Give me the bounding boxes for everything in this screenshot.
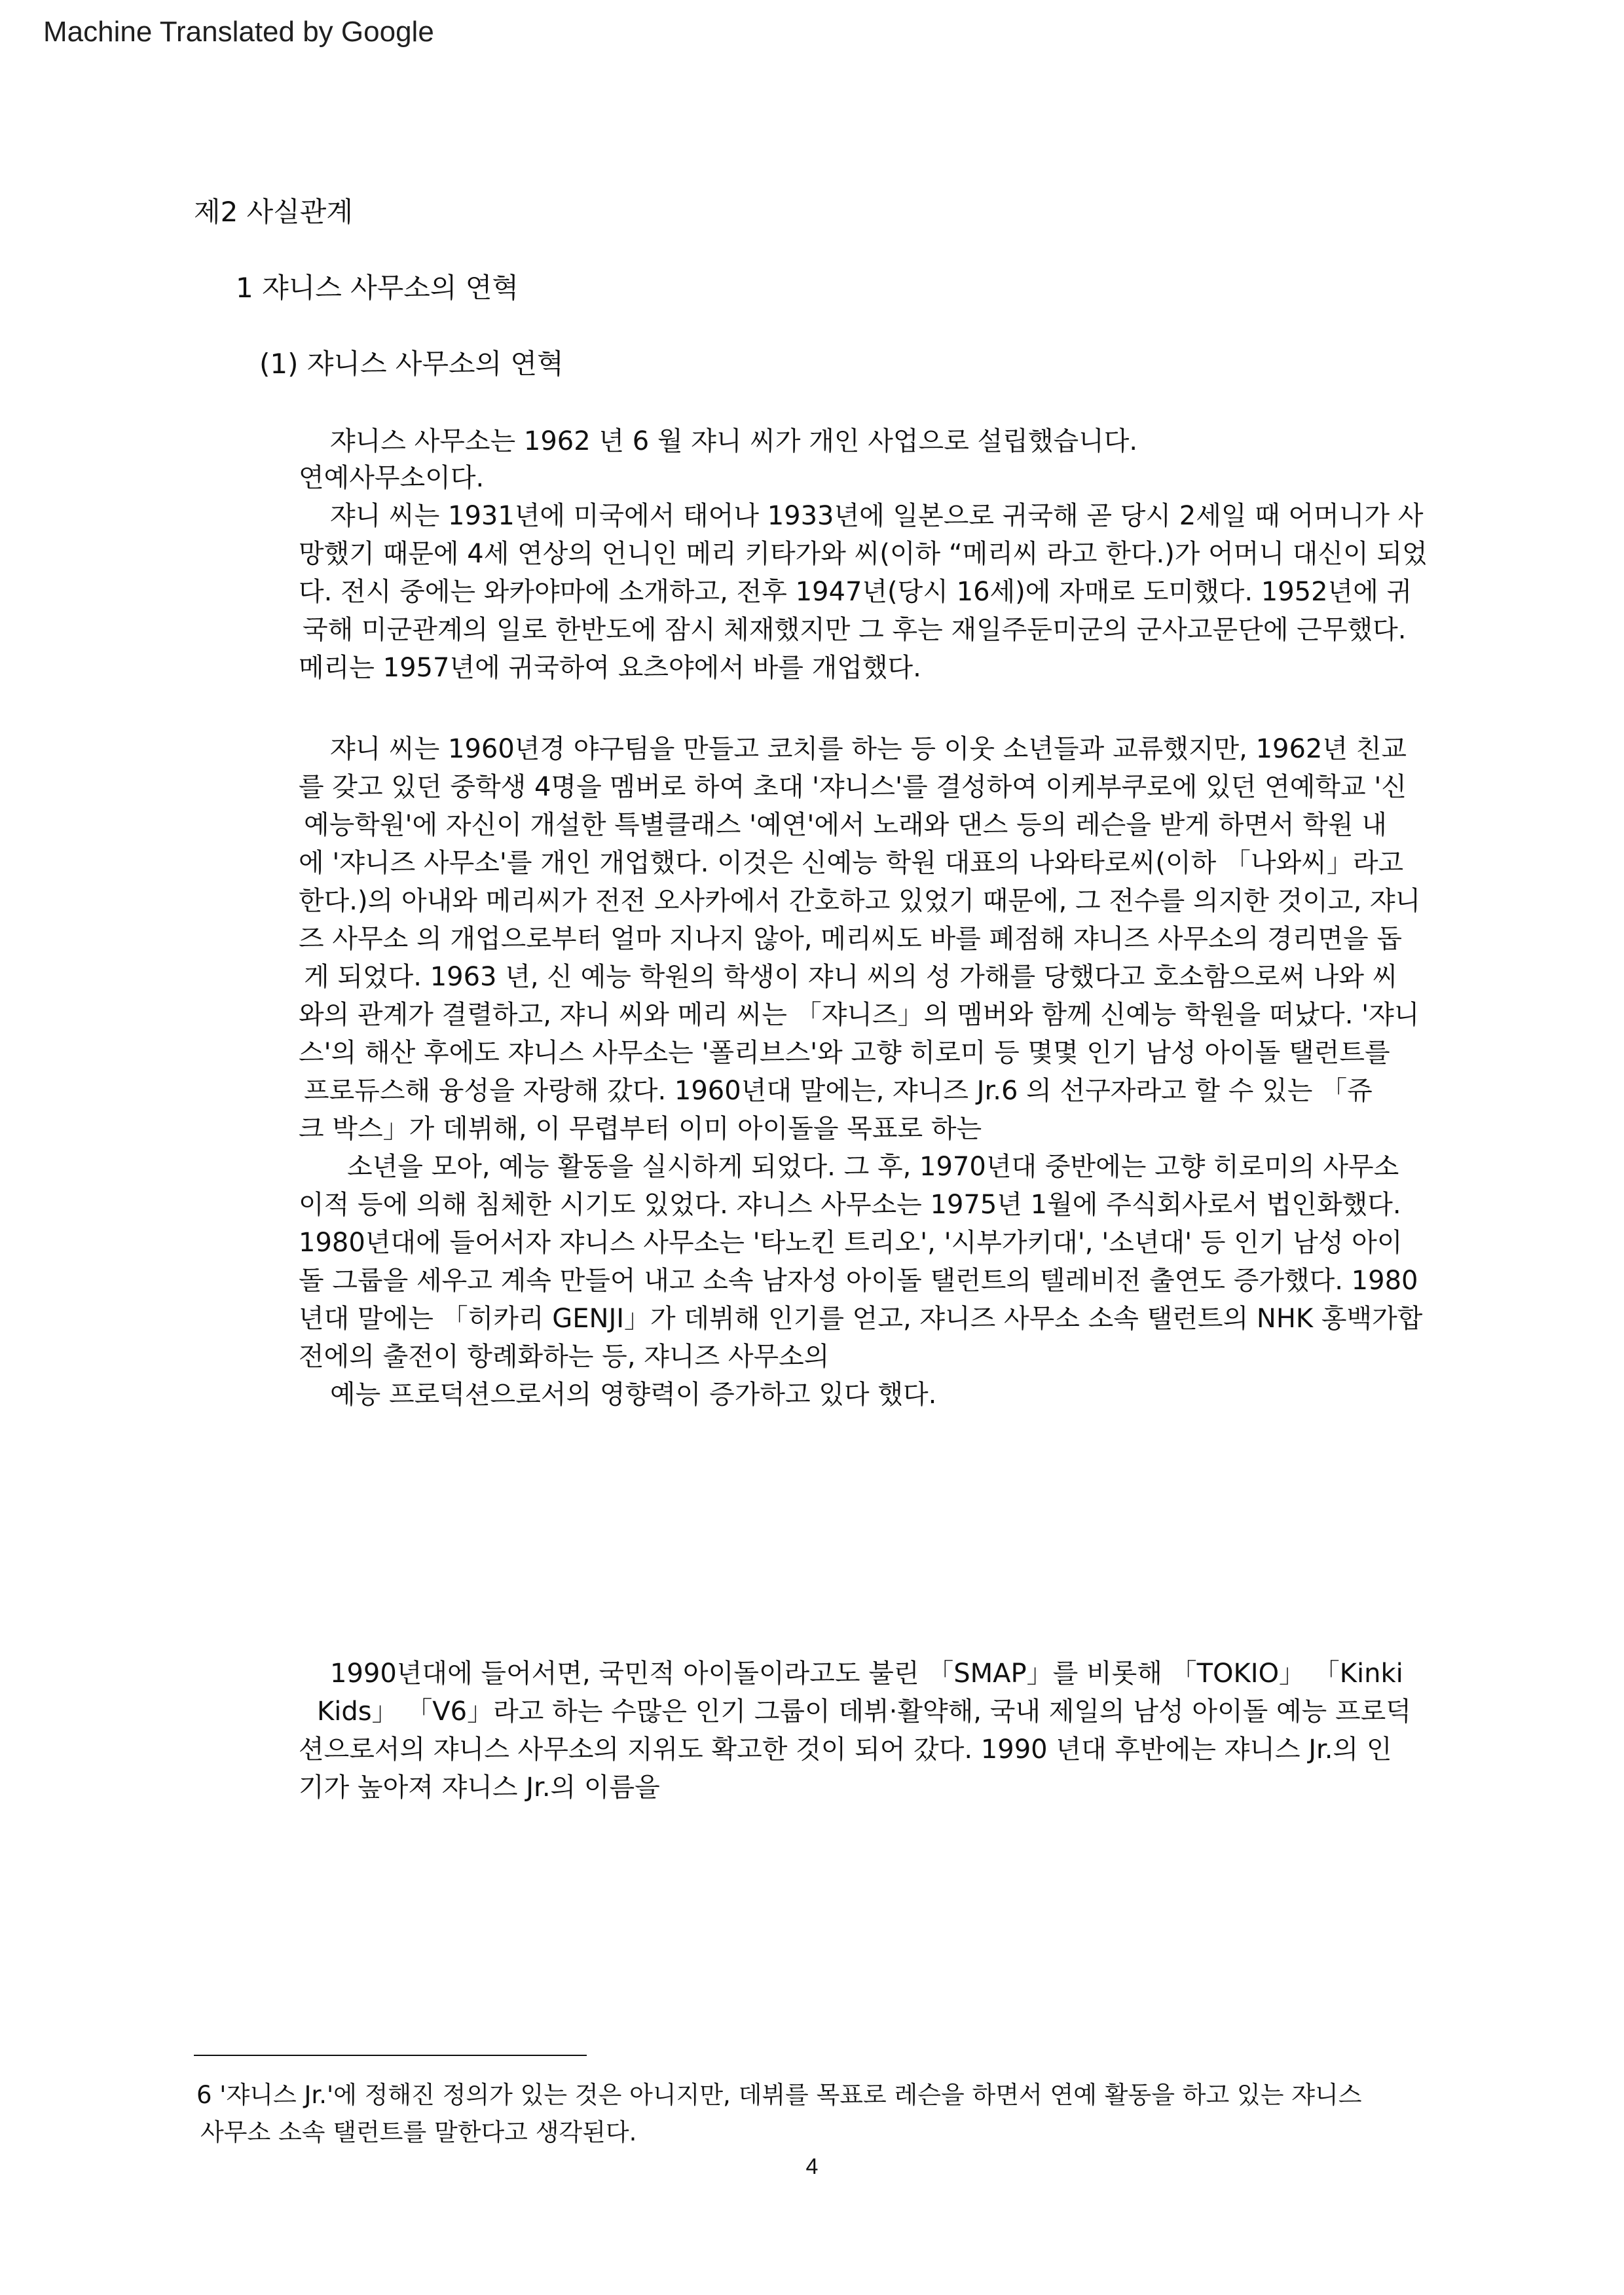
body-line: 에 '쟈니즈 사무소'를 개인 개업했다. 이것은 신예능 학원 대표의 나와타로씨(이하 「나와씨」라고 xyxy=(299,848,1404,878)
body-line: 메리는 1957년에 귀국하여 요츠야에서 바를 개업했다. xyxy=(299,653,921,683)
body-line: 를 갖고 있던 중학생 4명을 멤버로 하여 초대 '쟈니스'를 결성하여 이케부쿠로에 있던 연예학교 '신 xyxy=(299,772,1407,802)
body-line: 크 박스」가 데뷔해, 이 무렵부터 이미 아이돌을 목표로 하는 xyxy=(299,1114,982,1144)
body-line: 다. 전시 중에는 와카야마에 소개하고, 전후 1947년(당시 16세)에 자매로 도미했다. 1952년에 귀 xyxy=(299,577,1412,607)
body-line: 쟈니 씨는 1931년에 미국에서 태어나 1933년에 일본으로 귀국해 곧 당시 2세일 때 어머니가 사 xyxy=(330,501,1424,531)
body-line: 연예사무소이다. xyxy=(299,463,485,493)
body-line: 년대 말에는 「히카리 GENJI」가 데뷔해 인기를 얻고, 쟈니즈 사무소 소속 탤런트의 NHK 홍백가합 xyxy=(299,1304,1423,1334)
body-line: 프로듀스해 융성을 자랑해 갔다. 1960년대 말에는, 쟈니즈 Jr.6 의 선구자라고 할 수 있는 「쥬 xyxy=(304,1076,1373,1106)
machine-translation-watermark: Machine Translated by Google xyxy=(43,16,434,48)
body-line: 1980년대에 들어서자 쟈니스 사무소는 '타노킨 트리오', '시부가키대', '소년대' 등 인기 남성 아이 xyxy=(299,1228,1403,1258)
page-number: 4 xyxy=(805,2154,819,2179)
subsection-heading: (1) 쟈니스 사무소의 연혁 xyxy=(259,348,564,380)
footnote-line: 사무소 소속 탤런트를 말한다고 생각된다. xyxy=(200,2118,637,2146)
body-line: 즈 사무소 의 개업으로부터 얼마 지나지 않아, 메리씨도 바를 폐점해 쟈니즈 사무소의 경리면을 돕 xyxy=(299,924,1402,954)
body-line: 션으로서의 쟈니스 사무소의 지위도 확고한 것이 되어 갔다. 1990 년대 후반에는 쟈니스 Jr.의 인 xyxy=(299,1735,1392,1765)
body-line: 돌 그룹을 세우고 계속 만들어 내고 소속 남자성 아이돌 탤런트의 텔레비전 출연도 증가했다. 1980 xyxy=(299,1266,1418,1296)
body-line: Kids」 「V6」라고 하는 수많은 인기 그룹이 데뷔·활약해, 국내 제일의 남성 아이돌 예능 프로덕 xyxy=(317,1697,1411,1727)
body-line: 망했기 때문에 4세 연상의 언니인 메리 키타가와 씨(이하 “메리씨 라고 한다.)가 어머니 대신이 되었 xyxy=(299,539,1428,569)
body-line: 예능 프로덕션으로서의 영향력이 증가하고 있다 했다. xyxy=(330,1380,937,1410)
body-line: 이적 등에 의해 침체한 시기도 있었다. 쟈니스 사무소는 1975년 1월에 주식회사로서 법인화했다. xyxy=(299,1190,1401,1220)
body-line: 기가 높아져 쟈니스 Jr.의 이름을 xyxy=(299,1772,660,1803)
body-line: 쟈니 씨는 1960년경 야구팀을 만들고 코치를 하는 등 이웃 소년들과 교류했지만, 1962년 친교 xyxy=(330,734,1407,764)
chapter-heading: 제2 사실관계 xyxy=(194,196,353,228)
footnote-divider xyxy=(194,2055,587,2056)
body-line: 국해 미군관계의 일로 한반도에 잠시 체재했지만 그 후는 재일주둔미군의 군사고문단에 근무했다. xyxy=(303,615,1407,645)
body-line: 스'의 해산 후에도 쟈니스 사무소는 '폴리브스'와 고향 히로미 등 몇몇 인기 남성 아이돌 탤런트를 xyxy=(299,1038,1390,1068)
body-line: 한다.)의 아내와 메리씨가 전전 오사카에서 간호하고 있었기 때문에, 그 전수를 의지한 것이고, 쟈니 xyxy=(299,886,1421,916)
body-line: 쟈니스 사무소는 1962 년 6 월 쟈니 씨가 개인 사업으로 설립했습니다. xyxy=(330,426,1138,456)
body-line: 와의 관계가 결렬하고, 쟈니 씨와 메리 씨는 「쟈니즈」의 멤버와 함께 신예능 학원을 떠났다. '쟈니 xyxy=(299,1000,1420,1030)
footnote-line: 6 '쟈니스 Jr.'에 정해진 정의가 있는 것은 아니지만, 데뷔를 목표로 레슨을 하면서 연예 활동을 하고 있는 쟈니스 xyxy=(196,2081,1362,2109)
body-line: 소년을 모아, 예능 활동을 실시하게 되었다. 그 후, 1970년대 중반에는 고향 히로미의 사무소 xyxy=(347,1152,1399,1182)
body-line: 전에의 출전이 항례화하는 등, 쟈니즈 사무소의 xyxy=(299,1342,830,1372)
body-line: 1990년대에 들어서면, 국민적 아이돌이라고도 불린 「SMAP」를 비롯해 「TOKIO」 「Kinki xyxy=(330,1659,1403,1689)
body-line: 예능학원'에 자신이 개설한 특별클래스 '예연'에서 노래와 댄스 등의 레슨을 받게 하면서 학원 내 xyxy=(304,810,1387,840)
section-heading: 1 쟈니스 사무소의 연혁 xyxy=(236,272,519,304)
body-line: 게 되었다. 1963 년, 신 예능 학원의 학생이 쟈니 씨의 성 가해를 당했다고 호소함으로써 나와 씨 xyxy=(304,962,1398,992)
